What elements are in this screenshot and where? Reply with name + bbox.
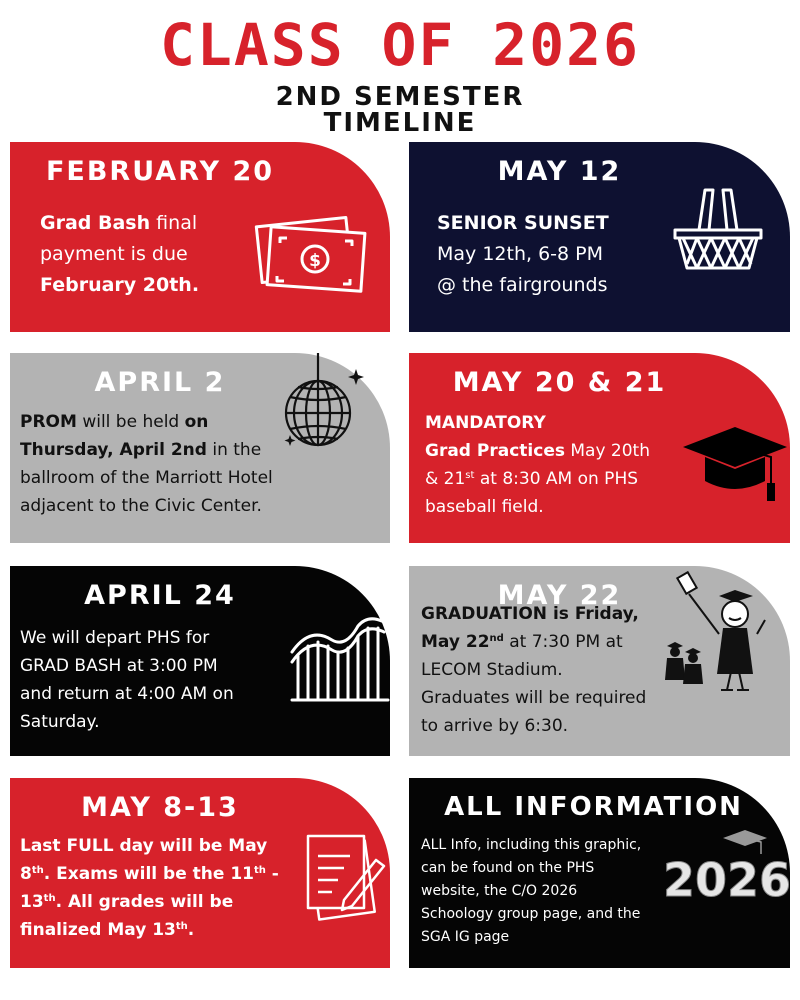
- text: . Exams will be the 11: [43, 864, 254, 884]
- text: ballroom of the Marriott Hotel: [20, 468, 273, 488]
- text: at 8:30 AM on PHS: [474, 469, 639, 489]
- card-may-8-13: [10, 778, 390, 968]
- picnic-basket-icon: [667, 186, 769, 276]
- text: on: [184, 412, 209, 432]
- text: in the: [206, 440, 262, 460]
- text: and return at 4:00 AM on: [20, 684, 234, 704]
- card-may-22: [409, 566, 790, 756]
- text: will be held: [76, 412, 185, 432]
- card-april-2: [10, 353, 390, 543]
- text: final: [150, 212, 198, 234]
- text: & 21: [425, 469, 466, 489]
- logo-2026-text: 2026: [662, 853, 792, 907]
- graduation-cap-icon: [679, 425, 789, 507]
- card-april-24: [10, 566, 390, 756]
- subtitle-line-1: 2ND SEMESTER: [275, 82, 525, 112]
- text-mandatory: MANDATORY: [425, 413, 546, 433]
- text: . All grades will be: [55, 892, 234, 912]
- text: baseball field.: [425, 497, 544, 517]
- text: Graduates will be required: [421, 688, 647, 708]
- svg-text:$: $: [309, 251, 321, 271]
- disco-ball-icon: [278, 353, 368, 453]
- card-date: ALL INFORMATION: [444, 792, 743, 822]
- card-body: [421, 600, 646, 740]
- text: .: [187, 920, 195, 940]
- money-bill-icon: [255, 210, 367, 292]
- card-all-information: [409, 778, 790, 968]
- text: Last FULL day will be May: [20, 836, 268, 856]
- text: 8: [20, 864, 32, 884]
- card-date: MAY 12: [497, 156, 622, 187]
- text: th: [43, 893, 56, 904]
- text: May 20th: [564, 441, 650, 461]
- subtitle-line-2: TIMELINE: [323, 108, 477, 138]
- text: Schoology group page, and the: [421, 906, 641, 922]
- text-grad-practices: Grad Practices: [425, 441, 565, 461]
- card-may-20-21: [409, 353, 790, 543]
- card-body: [421, 834, 641, 949]
- document-pen-icon: [300, 830, 386, 920]
- 2026-cap-logo-icon: [662, 830, 792, 907]
- text: can be found on the PHS: [421, 860, 595, 876]
- graduate-figure-icon: [661, 572, 783, 692]
- card-body: [20, 832, 279, 944]
- card-may-12: [409, 142, 790, 332]
- text: adjacent to the Civic Center.: [20, 496, 262, 516]
- text: We will depart PHS for: [20, 628, 210, 648]
- card-february-20: [10, 142, 390, 332]
- text: @ the fairgrounds: [437, 274, 608, 296]
- text: st: [465, 470, 475, 481]
- text: LECOM Stadium.: [421, 660, 563, 680]
- card-date: MAY 20 & 21: [452, 367, 667, 398]
- text: May 12th, 6-8 PM: [437, 243, 603, 265]
- text-graduation: GRADUATION is Friday,: [421, 604, 639, 624]
- card-body: [437, 208, 609, 301]
- text: to arrive by 6:30.: [421, 716, 569, 736]
- card-date: APRIL 2: [94, 367, 226, 398]
- text: SGA IG page: [421, 929, 510, 945]
- text: 13: [20, 892, 44, 912]
- card-body: [425, 409, 650, 521]
- card-body: [20, 624, 234, 736]
- text: th: [253, 865, 266, 876]
- text: th: [31, 865, 44, 876]
- page-title: CLASS OF 2026: [160, 11, 640, 79]
- text: th: [175, 921, 188, 932]
- text-grad-bash: Grad Bash: [40, 212, 151, 234]
- text: -: [265, 864, 279, 884]
- text: at 7:30 PM at: [503, 632, 623, 652]
- card-date: FEBRUARY 20: [45, 156, 275, 187]
- text: website, the C/O 2026: [421, 883, 578, 899]
- text: finalized May 13: [20, 920, 176, 940]
- text-date: February 20th.: [40, 274, 200, 296]
- card-body: [20, 408, 273, 520]
- text-date: May 22: [421, 632, 490, 652]
- text: GRAD BASH at 3:00 PM: [20, 656, 218, 676]
- card-date: MAY 22: [497, 580, 622, 611]
- roller-coaster-icon: [288, 612, 392, 704]
- text: payment is due: [40, 243, 188, 265]
- text-senior-sunset: SENIOR SUNSET: [437, 212, 609, 234]
- text-prom: PROM: [20, 412, 77, 432]
- card-body: [40, 208, 199, 301]
- text-date: Thursday, April 2nd: [20, 440, 207, 460]
- card-date: APRIL 24: [84, 580, 236, 611]
- text: Saturday.: [20, 712, 100, 732]
- text: nd: [489, 633, 504, 644]
- card-date: MAY 8-13: [81, 792, 239, 823]
- text: ALL Info, including this graphic,: [421, 837, 642, 853]
